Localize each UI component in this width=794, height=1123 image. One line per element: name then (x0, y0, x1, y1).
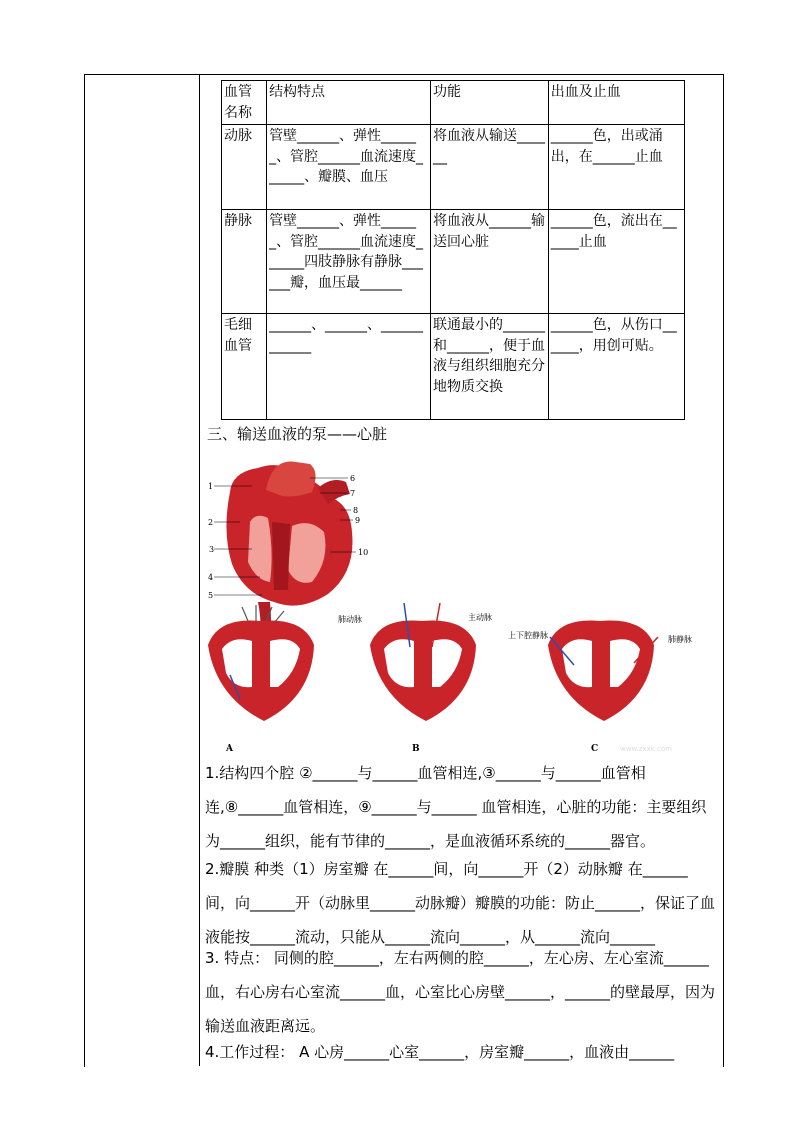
table-header-row (222, 81, 685, 125)
cell-bleeding: ______色，流出在______止血 (548, 210, 684, 314)
table-row (222, 314, 685, 420)
blood-vessel-table (221, 80, 685, 420)
panel-b-label: B (412, 744, 420, 754)
cell-structure: ______、______、____________ (267, 314, 431, 420)
heart-label-1: 1 (208, 482, 214, 491)
watermark: www.zxxk.com (620, 745, 672, 753)
heart-label-7: 7 (350, 489, 356, 498)
header-function: 功能 (430, 81, 548, 125)
heart-label-2: 2 (208, 518, 214, 527)
panel-c (548, 621, 658, 722)
cell-structure: 管壁______、弹性______、管腔______血流速度______、瓣膜、血压 (267, 125, 431, 210)
label-aorta: 主动脉 (468, 613, 492, 622)
panel-b (370, 603, 476, 721)
table-row (222, 125, 685, 210)
paragraph-text: 4.工作过程： A 心房______心室______，房室瓣______，血液由______ (205, 1043, 675, 1061)
panel-c-label: C (591, 744, 599, 754)
cell-function: 将血液从______输送回心脏 (430, 210, 548, 314)
panel-a-label: A (226, 744, 233, 754)
panel-a (208, 605, 314, 721)
label-pulmonary-artery: 肺动脉 (338, 615, 362, 624)
paragraph-text: 2.瓣膜 种类（1）房室瓣 在______间，向______开（2）动脉瓣 在______间，向______开（动脉里______动脉瓣）瓣膜的功能：防止______，保证了血液能按______流动，只能从______流向______，从______流向______ (205, 860, 716, 946)
header-structure: 结构特点 (267, 81, 431, 125)
paragraph-text: 1.结构四个腔 ②______与______血管相连,③______与______血管相连,⑧______血管相连，⑨______与______ 血管相连，心脏的功能：主要组织为______组织，能有节律的______，是血液循环系统的______器官。 (205, 764, 707, 850)
table-row (222, 210, 685, 314)
heart-label-6: 6 (350, 474, 356, 483)
paragraph-text: 3. 特点： 同侧的腔______，左右两侧的腔______，左心房、左心室流______血，右心房右心室流______血，心室比心房壁______，______的壁最厚，因为输送血液距离远。 (205, 949, 716, 1035)
paragraph-valves (205, 852, 715, 954)
cell-name: 毛细血管 (222, 314, 267, 420)
heart-figure (200, 452, 715, 757)
header-vessel-name: 血管名称 (222, 81, 267, 125)
label-pulmonary-vein: 肺静脉 (668, 635, 692, 644)
header-bleeding: 出血及止血 (548, 81, 684, 125)
cell-name: 动脉 (222, 125, 267, 210)
cell-bleeding: ______色，从伤口______，用创可贴。 (548, 314, 684, 420)
paragraph-working-process (205, 1035, 715, 1069)
cell-function: 将血液从输送______ (430, 125, 548, 210)
heart-label-10: 10 (358, 548, 369, 557)
heart-label-3: 3 (209, 545, 215, 554)
heart-label-9: 9 (355, 516, 361, 525)
cell-bleeding: ______色，出或涌出，在______止血 (548, 125, 684, 210)
paragraph-features (205, 941, 715, 1043)
heart-label-8: 8 (353, 506, 359, 515)
cell-function: 联通最小的______和______，便于血液与组织细胞充分地物质交换 (430, 314, 548, 420)
cell-name: 静脉 (222, 210, 267, 314)
heart-label-5: 5 (208, 591, 214, 600)
paragraph-structure (205, 756, 715, 858)
heart-label-4: 4 (208, 573, 214, 582)
cell-structure: 管壁______、弹性______、管腔______血流速度______四肢静脉有静脉______瓣，血压最______ (267, 210, 431, 314)
label-vena-cava: 上下腔静脉 (508, 631, 548, 640)
section-title: 三、输送血液的泵——心脏 (207, 425, 388, 443)
